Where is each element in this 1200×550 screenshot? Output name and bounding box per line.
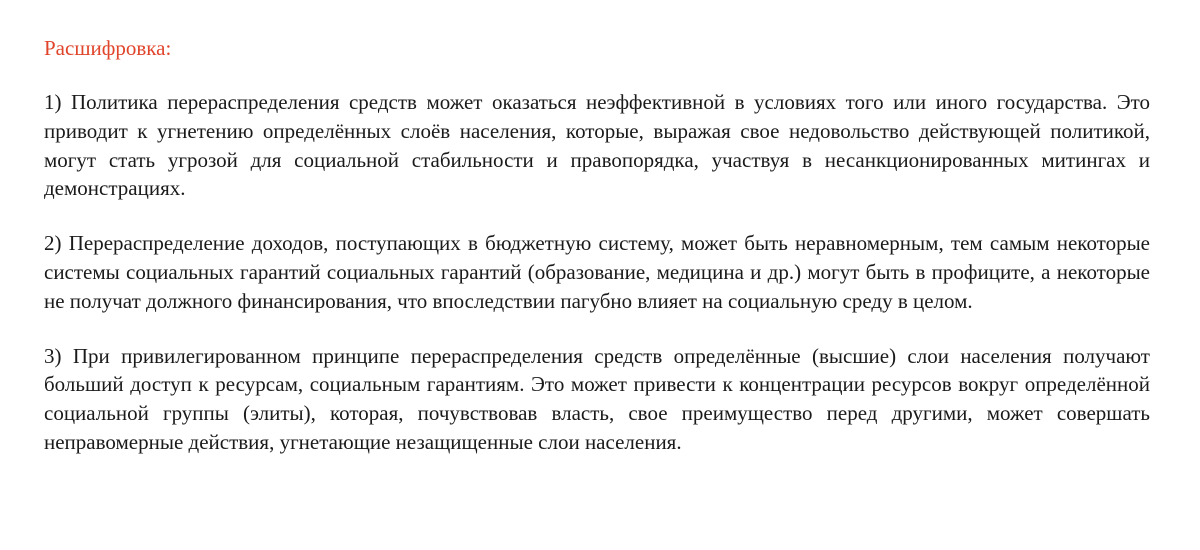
paragraph-3: 3) При привилегированном принципе перераспределения средств определённые (высшие) слои населения получают больший доступ к ресурсам, социальным гарантиям. Это может привести к концентрации ресурсов вокруг определённой социальной группы (элиты), которая, почувствовав власть, свое преимущество перед другими, может совершать неправомерные действия, угнетающие незащищенные слои населения. xyxy=(44,343,1150,454)
paragraph-2: 2) Перераспределение доходов, поступающих в бюджетную систему, может быть неравномерным, тем самым некоторые системы социальных гарантий социальных гарантий (образование, медицина и др.) могут быть в профиците, а некоторые не получат должного финансирования, что впоследствии пагубно влияет на социальную среду в целом. xyxy=(44,231,1150,313)
paragraph-1: 1) Политика перераспределения средств может оказаться неэффективной в условиях того или иного государства. Это приводит к угнетению определённых слоёв населения, которые, выражая свое недовольство действующей политикой, могут стать угрозой для социальной стабильности и правопорядка, участвуя в несанкционированных митингах и демонстрациях. xyxy=(44,90,1150,201)
document-body xyxy=(44,34,1150,457)
heading: Расшифровка: xyxy=(44,36,172,60)
